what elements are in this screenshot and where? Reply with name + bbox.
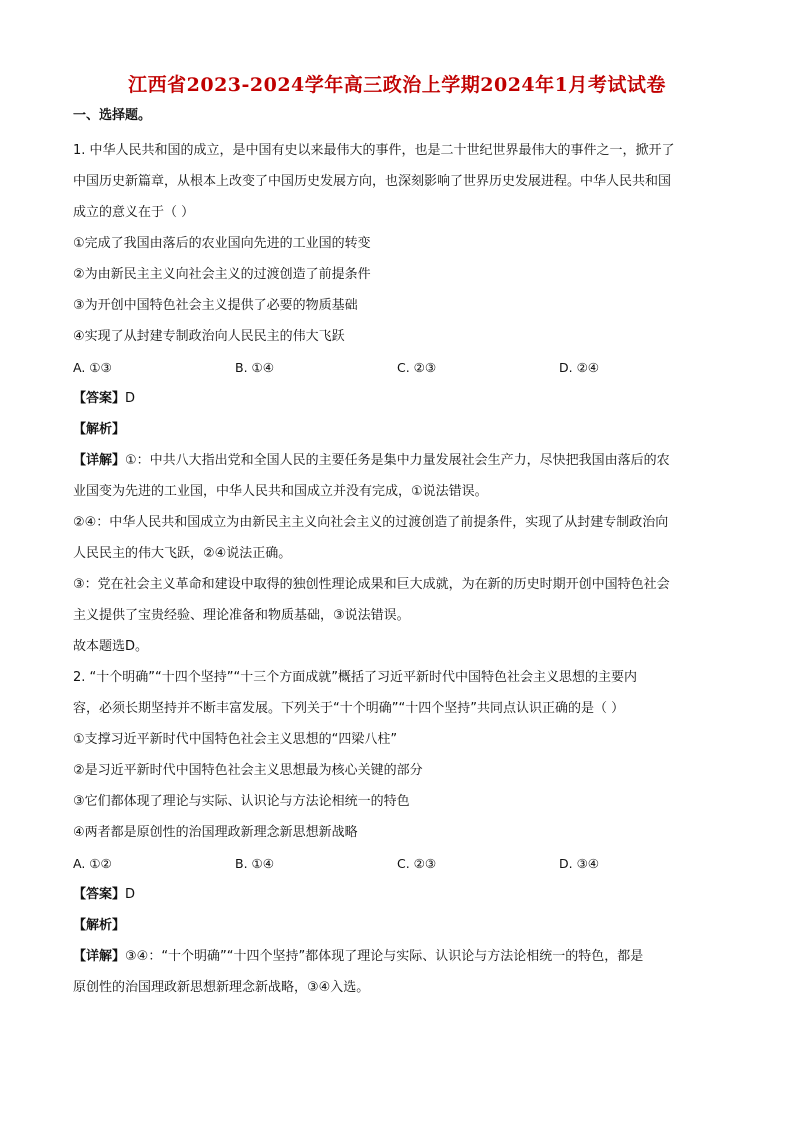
question-2-item: ①支撑习近平新时代中国特色社会主义思想的“四梁八柱” [73,732,398,747]
section-heading: 一、选择题。 [73,108,152,123]
question-1-item: ①完成了我国由落后的农业国向先进的工业国的转变 [73,236,371,251]
question-1-item: ④实现了从封建专制政治向人民民主的伟大飞跃 [73,329,345,344]
question-1-analysis [73,414,728,445]
question-2-item: ④两者都是原创性的治国理政新理念新思想新战略 [73,825,358,840]
question-1-detail-line: 主义提供了宝贵经验、理论准备和物质基础，③说法错误。 [73,608,410,623]
question-2-stem-line: 容，必须长期坚持并不断丰富发展。下列关于“十个明确”“十四个坚持”共同点认识正确的是（ ） [73,701,625,716]
question-2-item: ③它们都体现了理论与实际、认识论与方法论相统一的特色 [73,794,410,809]
option-a: A. ①② [73,856,112,871]
question-2-stem-line: 2. “十个明确”“十四个坚持”“十三个方面成就”概括了习近平新时代中国特色社会主义思想的主要内 [73,670,637,685]
question-1-options [73,352,728,383]
question-2-item: ②是习近平新时代中国特色社会主义思想最为核心关键的部分 [73,763,423,778]
option-a: A. ①③ [73,360,112,375]
question-2-analysis [73,910,728,941]
option-b: B. ①④ [235,856,274,871]
question-1-detail-line: 故本题选D。 [73,639,149,654]
exam-content [73,105,728,1003]
detail-tag: 【详解】 [73,949,126,964]
detail-text: ③④：“十个明确”“十四个坚持”都体现了理论与实际、认识论与方法论相统一的特色，都是 [125,949,644,964]
detail-tag: 【详解】 [73,453,126,468]
question-2-answer [73,879,728,910]
question-2 [73,662,728,1003]
question-1-detail-line: ②④：中华人民共和国成立为由新民主主义向社会主义的过渡创造了前提条件，实现了从封建专制政治向 [73,515,669,530]
question-1 [73,135,728,662]
question-1-stem-line: 成立的意义在于（ ） [73,205,195,220]
question-1-answer [73,383,728,414]
analysis-tag: 【解析】 [73,918,126,933]
answer-tag: 【答案】 [73,391,126,406]
question-1-detail-line: 业国变为先进的工业国，中华人民共和国成立并没有完成，①说法错误。 [73,484,488,499]
analysis-tag: 【解析】 [73,422,126,437]
question-2-detail-line: 原创性的治国理政新思想新理念新战略，③④入选。 [73,980,370,995]
exam-title: 江西省2023-2024学年高三政治上学期2024年1月考试试卷 [128,74,666,96]
question-2-detail-line [73,941,728,972]
answer-value: D [125,887,136,902]
option-d: D. ②④ [559,360,599,375]
question-1-detail-line: 人民民主的伟大飞跃，②④说法正确。 [73,546,292,561]
detail-text: ①：中共八大指出党和全国人民的主要任务是集中力量发展社会生产力，尽快把我国由落后的农 [125,453,670,468]
question-1-stem-line: 1. 中华人民共和国的成立，是中国有史以来最伟大的事件，也是二十世纪世界最伟大的事件之一，掀开了 [73,143,675,158]
question-1-detail-line [73,445,728,476]
question-1-item: ②为由新民主主义向社会主义的过渡创造了前提条件 [73,267,371,282]
question-1-item: ③为开创中国特色社会主义提供了必要的物质基础 [73,298,358,313]
answer-tag: 【答案】 [73,887,126,902]
option-c: C. ②③ [397,360,437,375]
option-d: D. ③④ [559,856,599,871]
question-1-stem-line: 中国历史新篇章，从根本上改变了中国历史发展方向，也深刻影响了世界历史发展进程。中华人民共和国 [73,174,672,189]
option-b: B. ①④ [235,360,274,375]
answer-value: D [125,391,136,406]
question-2-options [73,848,728,879]
question-1-detail-line: ③：党在社会主义革命和建设中取得的独创性理论成果和巨大成就，为在新的历史时期开创中国特色社会 [73,577,670,592]
option-c: C. ②③ [397,856,437,871]
